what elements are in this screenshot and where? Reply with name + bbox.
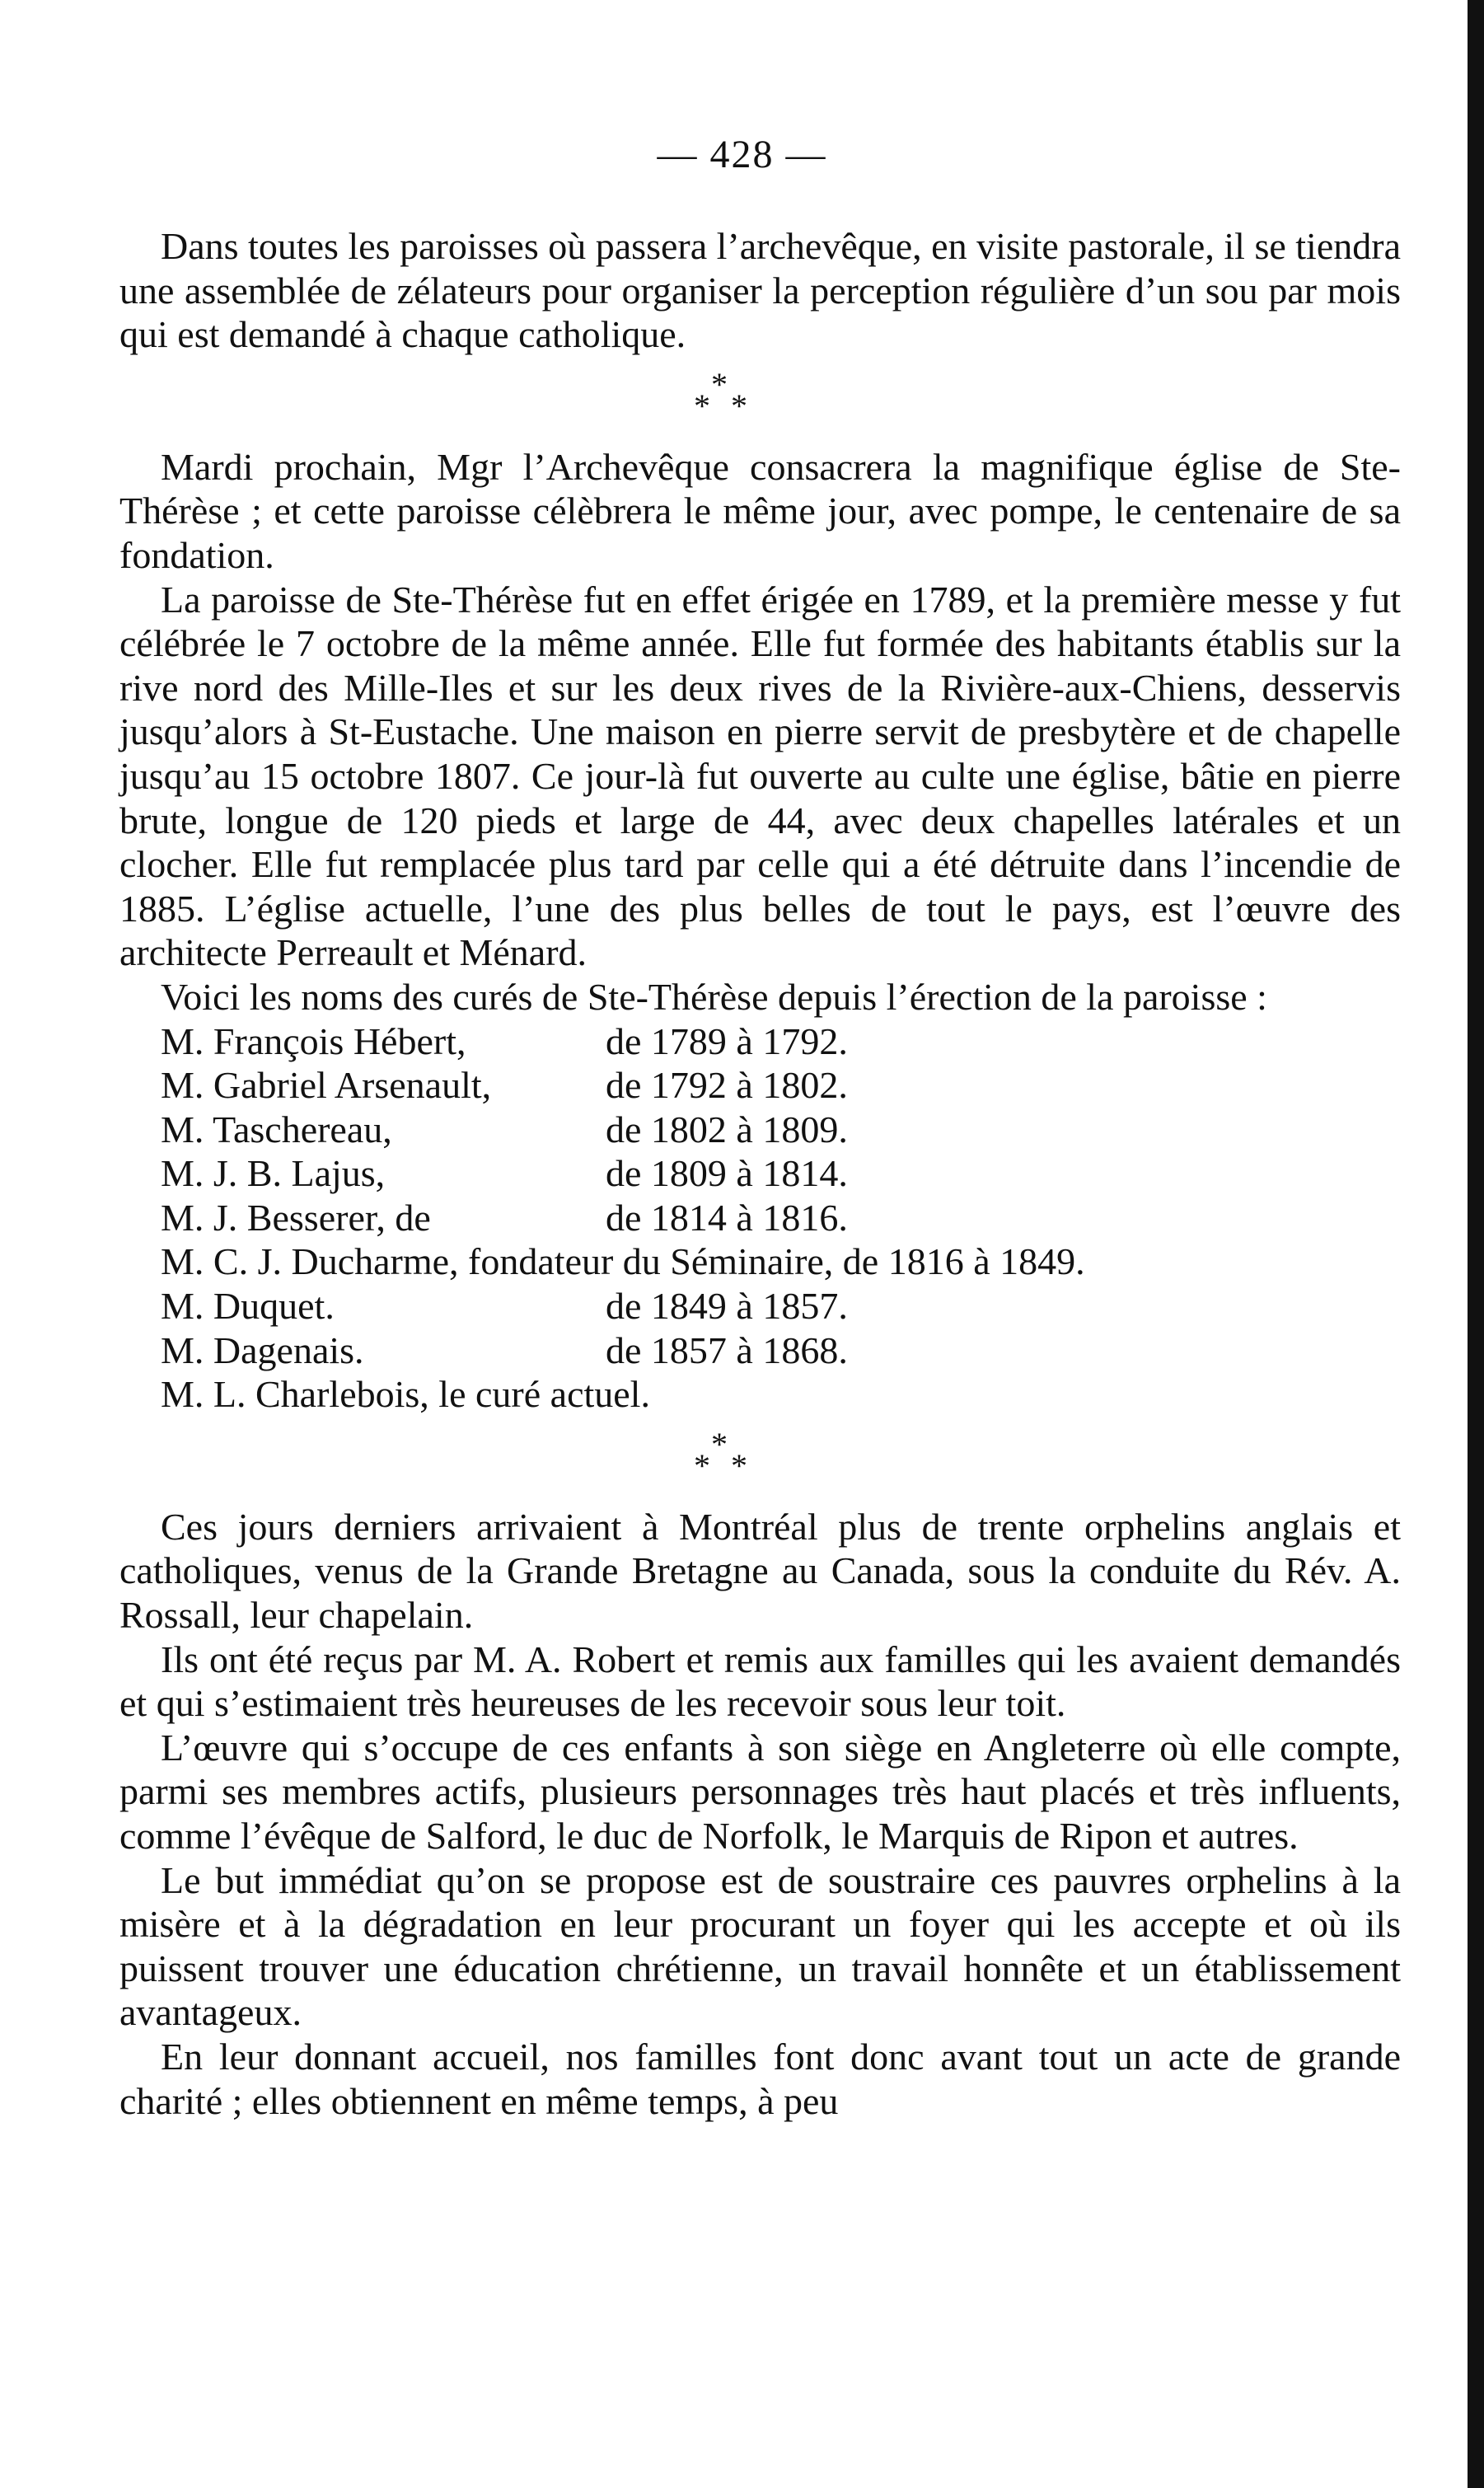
list-item	[161, 1019, 1401, 1064]
paragraph-orphelins-accueil: Ils ont été reçus par M. A. Robert et remis aux familles qui les avaient demandés et qui s’estimaient très heureuses de les recevoir sous leur toit.	[119, 1638, 1401, 1725]
asterism-star: *	[694, 387, 710, 424]
cure-name: M. François Hébert,	[161, 1019, 466, 1062]
list-item	[161, 1239, 1401, 1284]
cure-name: M. J. B. Lajus,	[161, 1152, 386, 1195]
cure-dates: de 1789 à 1792.	[606, 1019, 848, 1062]
cure-name: M. C. J. Ducharme, fondateur du Séminaire, de 1816 à 1849.	[161, 1240, 1085, 1283]
asterism-star: *	[731, 387, 747, 424]
cure-dates: de 1857 à 1868.	[606, 1328, 848, 1371]
paragraph-charite: En leur donnant accueil, nos familles font donc avant tout un acte de grande charité ; elles obtiennent en même temps, à peu	[119, 2035, 1401, 2122]
text-column	[119, 224, 1401, 2123]
page-number: — 428 —	[657, 133, 827, 176]
paragraph-liste-intro: Voici les noms des curés de Ste-Thérèse depuis l’érection de la paroisse :	[161, 975, 1267, 1018]
paragraph-but: Le but immédiat qu’on se propose est de soustraire ces pauvres orphelins à la misère et à la dégradation en leur procurant un foyer qui les accepte et où ils puissent trouver une éducation chrétienne, un travail honnête et un établissement avantageux.	[119, 1858, 1401, 2034]
cure-dates: de 1802 à 1809.	[606, 1108, 848, 1150]
asterism-star: *	[711, 1425, 728, 1463]
asterism-star: *	[711, 365, 728, 403]
list-item	[161, 1372, 1401, 1417]
cure-name: M. Gabriel Arsenault,	[161, 1064, 492, 1107]
list-item	[161, 1284, 1401, 1328]
paragraph-oeuvre: L’œuvre qui s’occupe de ces enfants à son siège en Angleterre où elle compte, parmi ses membres actifs, plusieurs personnages très haut placés et très influents, comme l’évêque de Salford, le duc de Norfolk, le Marquis de Ripon et autres.	[119, 1726, 1401, 1857]
paragraph-orphelins-arrivee: Ces jours derniers arrivaient à Montréal plus de trente orphelins anglais et catholiques, venus de la Grande Bretagne au Canada, sous la conduite du Rév. A. Rossall, leur chapelain.	[119, 1505, 1401, 1637]
cure-name: M. Taschereau,	[161, 1108, 392, 1150]
cure-name: M. Dagenais.	[161, 1328, 364, 1371]
list-item	[161, 1108, 1401, 1152]
paragraph-consecration: Mardi prochain, Mgr l’Archevêque consacrera la magnifique église de Ste-Thérèse ; et cette paroisse célèbrera le même jour, avec pompe, le centenaire de sa fondation.	[119, 445, 1401, 576]
asterism-star: *	[694, 1446, 710, 1484]
list-item	[161, 1151, 1401, 1196]
list-item	[161, 1063, 1401, 1108]
asterism-star: *	[731, 1446, 747, 1484]
cure-dates: de 1814 à 1816.	[606, 1196, 848, 1239]
list-item	[161, 1196, 1401, 1240]
asterism-separator	[119, 1417, 1401, 1505]
asterism-separator	[119, 357, 1401, 445]
list-item	[161, 1328, 1401, 1373]
cure-name: M. Duquet.	[161, 1285, 335, 1328]
cure-dates: de 1849 à 1857.	[606, 1285, 848, 1328]
cure-name: M. J. Besserer, de	[161, 1196, 431, 1239]
cure-name: M. L. Charlebois, le curé actuel.	[161, 1373, 650, 1416]
cure-dates: de 1809 à 1814.	[606, 1152, 848, 1195]
cure-dates: de 1792 à 1802.	[606, 1064, 848, 1107]
scan-edge	[1468, 0, 1484, 2488]
paragraph-visite-pastorale: Dans toutes les paroisses où passera l’archevêque, en visite pastorale, il se tiendra une assemblée de zélateurs pour organiser la perception régulière d’un sou par mois qui est demandé à chaque catholique.	[119, 225, 1401, 356]
paragraph-histoire-paroisse: La paroisse de Ste-Thérèse fut en effet érigée en 1789, et la première messe y fut célébrée le 7 octobre de la même année. Elle fut formée des habitants établis sur la rive nord des Mille-Iles et sur les deux rives de la Rivière-aux-Chiens, desservis jusqu’alors à St-Eustache. Une maison en pierre servit de presbytère et de chapelle jusqu’au 15 octobre 1807. Ce jour-là fut ouverte au culte une église, bâtie en pierre brute, longue de 120 pieds et large de 44, avec deux chapelles latérales et un clocher. Elle fut remplacée plus tard par celle qui a été détruite dans l’incendie de 1885. L’église actuelle, l’une des plus belles de tout le pays, est l’œuvre des architecte Perreault et Ménard.	[119, 578, 1401, 974]
cures-list	[119, 1019, 1401, 1417]
